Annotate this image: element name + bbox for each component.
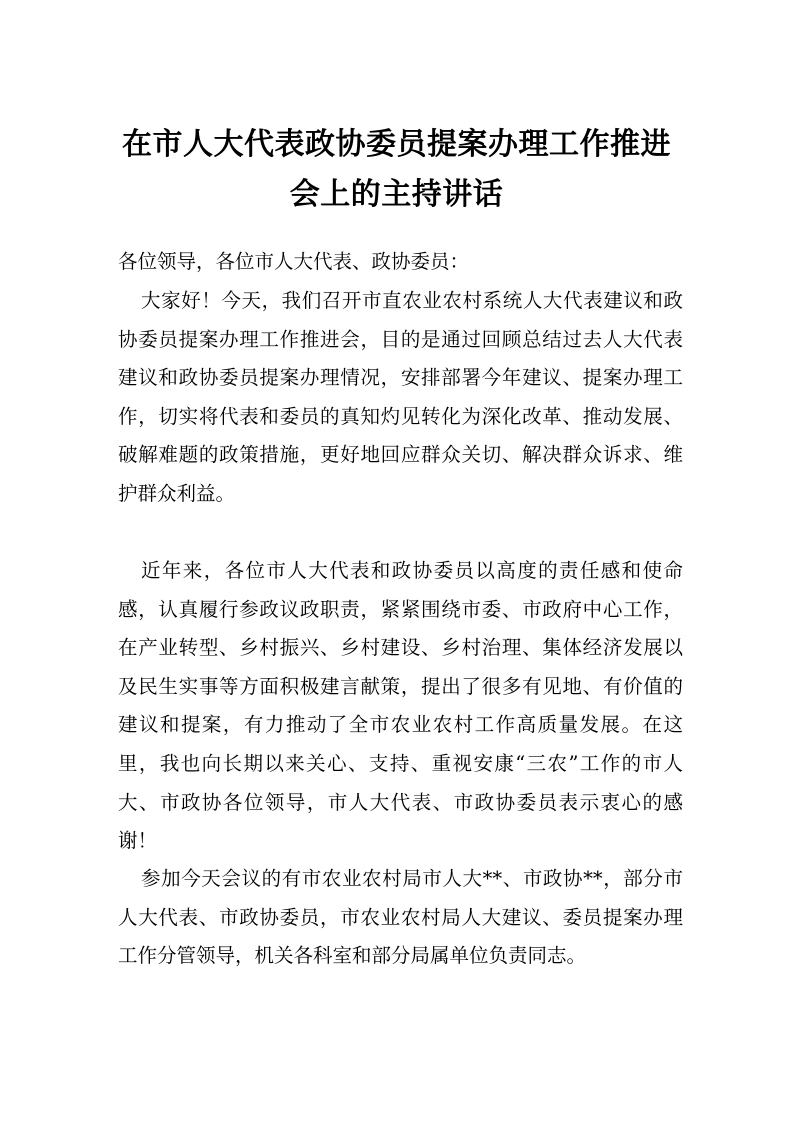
paragraph-1-text: 大家好！今天，我们召开市直农业农村系统人大代表建议和政协委员提案办理工作推进会，目的是通过回顾总结过去人大代表建议和政协委员提案办理情况，安排部署今年建议、提案办理工作，切实将代表和委员的真知灼见转化为深化改革、推动发展、破解难题的政策措施，更好地回应群众关切、解决群众诉求、维护群众利益。 <box>118 289 683 505</box>
paragraph-2 <box>118 552 683 861</box>
document-title-line-2: 会上的主持讲话 <box>289 177 504 212</box>
paragraph-2-text: 近年来，各位市人大代表和政协委员以高度的责任感和使命感，认真履行参政议政职责，紧紧围绕市委、市政府中心工作，在产业转型、乡村振兴、乡村建设、乡村治理、集体经济发展以及民生实事等方面积极建言献策，提出了很多有见地、有价值的建议和提案，有力推动了全市农业农村工作高质量发展。在这里，我也向长期以来关心、支持、重视安康“三农”工作的市人大、市政协各位领导，市人大代表、市政协委员表示衷心的感谢！ <box>118 559 683 853</box>
document-title-line-1: 在市人大代表政协委员提案办理工作推进 <box>122 127 671 162</box>
paragraph-3-text: 参加今天会议的有市农业农村局市人大**、市政协**，部分市人大代表、市政协委员，市农业农村局人大建议、委员提案办理工作分管领导，机关各科室和部分局属单位负责同志。 <box>118 867 683 968</box>
salutation-text: 各位领导，各位市人大代表、政协委员： <box>118 250 470 273</box>
paragraph-1 <box>118 282 683 514</box>
salutation <box>118 243 683 282</box>
paragraph-3 <box>118 860 683 976</box>
